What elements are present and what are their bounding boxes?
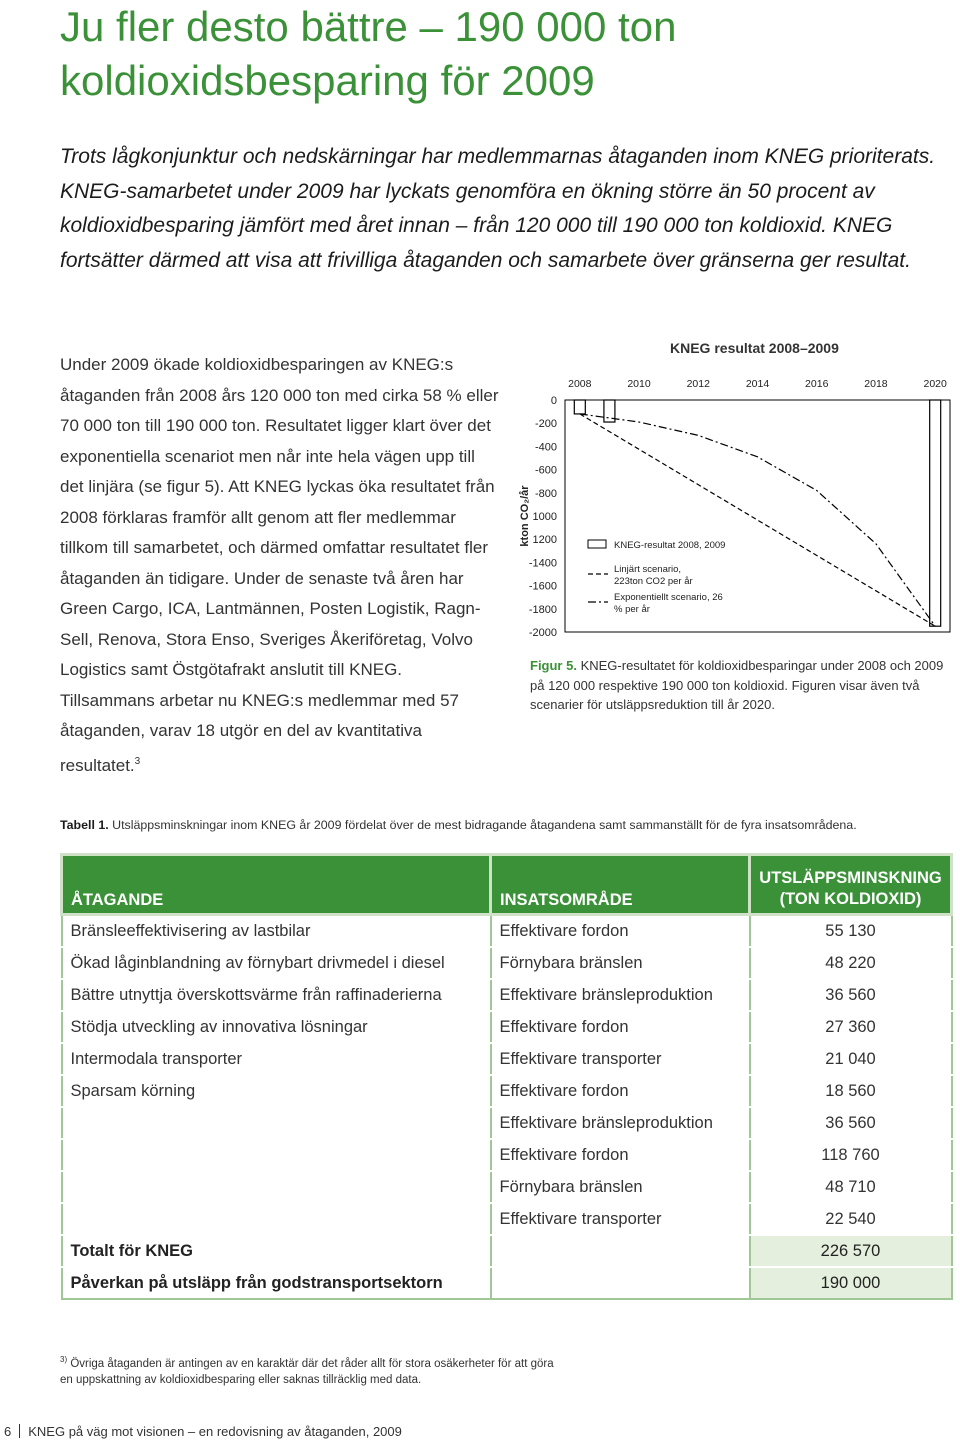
column-header-reduction-line1: UTSLÄPPSMINSKNING xyxy=(759,869,942,887)
cell-reduction: 48 710 xyxy=(750,1171,952,1203)
cell-area xyxy=(491,1235,750,1267)
cell-commitment: Påverkan på utsläpp från godstransportsektorn xyxy=(62,1267,491,1299)
cell-reduction: 55 130 xyxy=(750,915,952,948)
x-tick-label: 2010 xyxy=(627,378,651,390)
y-tick-label: 1000 xyxy=(532,511,557,523)
cell-reduction: 190 000 xyxy=(750,1267,952,1299)
cell-reduction: 48 220 xyxy=(750,947,952,979)
y-tick-label: -800 xyxy=(534,487,557,500)
column-header-reduction xyxy=(750,855,952,915)
cell-commitment: Bättre utnyttja överskottsvärme från raffinaderierna xyxy=(62,979,491,1011)
table-row xyxy=(62,979,952,1011)
body-text: Under 2009 ökade koldioxidbesparingen av KNEG:s åtaganden från 2008 års 120 000 ton med cirka 58 % eller 70 000 ton till 190 000 ton. Resultatet ligger klart över det exponentiella scenariot men når inte hela vägen upp till det linjära (se figur 5). Att KNEG lyckas öka resultatet från 2008 förklaras framför allt genom att fler medlemmar tillkom till samarbetet, och därmed omfattar resultatet fler åtaganden än tidigare. Under de senaste två åren har Green Cargo, ICA, Lantmännen, Posten Logistik, Ragn-Sell, Renova, Stora Enso, Sveriges Åkeriföretag, Volvo Logistics samt Östgötafrakt anslutit till KNEG. Tillsammans arbetar nu KNEG:s medlemmar med 57 åtaganden, varav 18 utgör en del av kvantitativa resultatet. xyxy=(60,355,499,775)
footnote-text: Övriga åtaganden är antingen av en karaktär där det råder allt för stora osäkerheter för att göra en uppskattning av koldioxidbesparing eller saknas tillräcklig med data. xyxy=(60,1357,554,1386)
cell-commitment: Ökad låginblandning av förnybart drivmedel i diesel xyxy=(62,947,491,979)
cell-reduction: 226 570 xyxy=(750,1235,952,1267)
legend-label-linear: Linjärt scenario, 223ton CO2 per år xyxy=(614,564,693,587)
cell-reduction: 118 760 xyxy=(750,1139,952,1171)
y-tick-label: -1800 xyxy=(528,603,557,616)
footnote-reference: 3 xyxy=(134,755,141,767)
table-row xyxy=(62,915,952,948)
cell-area: Effektivare fordon xyxy=(491,915,750,948)
footer-divider xyxy=(19,1424,20,1438)
cell-reduction: 21 040 xyxy=(750,1043,952,1075)
lead-paragraph: Trots lågkonjunktur och nedskärningar har medlemmarnas åtaganden inom KNEG prioriterats. KNEG-samarbetet under 2009 har lyckats genomföra en ökning större än 50 procent av koldioxidbesparing jämfört med året innan – från 120 000 till 190 000 ton koldioxid. KNEG fortsätter därmed att visa att frivilliga åtaganden och samarbete över gränserna ger resultat. xyxy=(60,145,936,272)
column-header-commitment: ÅTAGANDE xyxy=(62,855,491,915)
cell-reduction: 27 360 xyxy=(750,1011,952,1043)
result-bar xyxy=(574,400,585,414)
y-tick-label: -1400 xyxy=(528,557,557,570)
y-tick-label: 1200 xyxy=(532,534,557,547)
cell-commitment: Totalt för KNEG xyxy=(62,1235,491,1267)
x-tick-label: 2020 xyxy=(923,378,947,390)
figure-caption-label: Figur 5. xyxy=(530,658,577,673)
cell-area: Förnybara bränslen xyxy=(491,947,750,979)
table-row xyxy=(62,1043,952,1075)
table-caption-label: Tabell 1. xyxy=(60,818,109,832)
table-row xyxy=(62,1203,952,1235)
cell-area xyxy=(491,1267,750,1299)
y-tick-label: -2000 xyxy=(528,627,557,639)
cell-reduction: 22 540 xyxy=(750,1203,952,1235)
table-row xyxy=(62,1267,952,1299)
page-footer xyxy=(4,1424,402,1439)
table-caption-text: Utsläppsminskningar inom KNEG år 2009 fördelat över de mest bidragande åtagandena samt sammanställt för de fyra insatsområdena. xyxy=(112,818,857,832)
column-header-area: INSATSOMRÅDE xyxy=(491,855,750,915)
cell-area: Effektivare bränsleproduktion xyxy=(491,979,750,1011)
legend-label-exponential: Exponentiellt scenario, 26 % per år xyxy=(614,592,723,615)
table-caption xyxy=(60,818,950,832)
x-tick-label: 2014 xyxy=(745,378,770,390)
cell-area: Effektivare fordon xyxy=(491,1075,750,1107)
table-row xyxy=(62,1235,952,1267)
y-tick-label: -400 xyxy=(534,441,557,454)
table-row xyxy=(62,1171,952,1203)
emissions-table xyxy=(60,853,953,1300)
emissions-chart xyxy=(510,360,960,650)
y-axis-label: kton CO₂/år xyxy=(519,485,531,547)
cell-commitment xyxy=(62,1139,491,1171)
legend-swatch-bars xyxy=(588,540,606,548)
cell-commitment xyxy=(62,1107,491,1139)
y-tick-label: -1600 xyxy=(528,580,557,593)
page-title: Ju fler desto bättre – 190 000 ton koldioxidsbesparing för 2009 xyxy=(60,3,677,104)
footer-text: KNEG på väg mot visionen – en redovisning av åtaganden, 2009 xyxy=(28,1424,402,1439)
cell-area: Effektivare fordon xyxy=(491,1011,750,1043)
footnote-marker: 3) xyxy=(60,1355,68,1364)
cell-reduction: 18 560 xyxy=(750,1075,952,1107)
legend-label-results: KNEG-resultat 2008, 2009 xyxy=(614,540,726,551)
cell-commitment: Sparsam körning xyxy=(62,1075,491,1107)
cell-area: Effektivare transporter xyxy=(491,1043,750,1075)
footnote xyxy=(60,1352,560,1388)
cell-commitment: Intermodala transporter xyxy=(62,1043,491,1075)
cell-commitment xyxy=(62,1171,491,1203)
cell-reduction: 36 560 xyxy=(750,979,952,1011)
x-tick-label: 2018 xyxy=(864,378,888,390)
y-tick-label: -200 xyxy=(534,418,557,431)
column-header-reduction-line2: (TON KOLDIOXID) xyxy=(779,890,922,908)
cell-reduction: 36 560 xyxy=(750,1107,952,1139)
table-row xyxy=(62,1011,952,1043)
chart-title: KNEG resultat 2008–2009 xyxy=(670,340,839,356)
cell-commitment xyxy=(62,1203,491,1235)
body-paragraph xyxy=(60,350,500,781)
cell-area: Effektivare bränsleproduktion xyxy=(491,1107,750,1139)
x-tick-label: 2016 xyxy=(805,378,829,390)
cell-area: Effektivare transporter xyxy=(491,1203,750,1235)
x-tick-label: 2012 xyxy=(686,378,710,390)
figure-caption-text: KNEG-resultatet för koldioxidbesparingar under 2008 och 2009 på 120 000 respektive 190 000 ton koldioxid. Figuren visar även två scenarier för utsläppsreduktion till år 2020. xyxy=(530,658,944,712)
y-tick-label: -600 xyxy=(534,464,557,477)
result-bar xyxy=(930,400,941,626)
cell-area: Effektivare fordon xyxy=(491,1139,750,1171)
table-row xyxy=(62,1107,952,1139)
table-row xyxy=(62,1075,952,1107)
table-row xyxy=(62,947,952,979)
table-row xyxy=(62,1139,952,1171)
cell-area: Förnybara bränslen xyxy=(491,1171,750,1203)
y-tick-label: 0 xyxy=(550,395,557,407)
cell-commitment: Bränsleeffektivisering av lastbilar xyxy=(62,915,491,948)
page-number: 6 xyxy=(4,1424,12,1439)
cell-commitment: Stödja utveckling av innovativa lösningar xyxy=(62,1011,491,1043)
table-header-row xyxy=(62,855,952,915)
figure-caption xyxy=(530,656,950,715)
x-tick-label: 2008 xyxy=(568,378,592,390)
